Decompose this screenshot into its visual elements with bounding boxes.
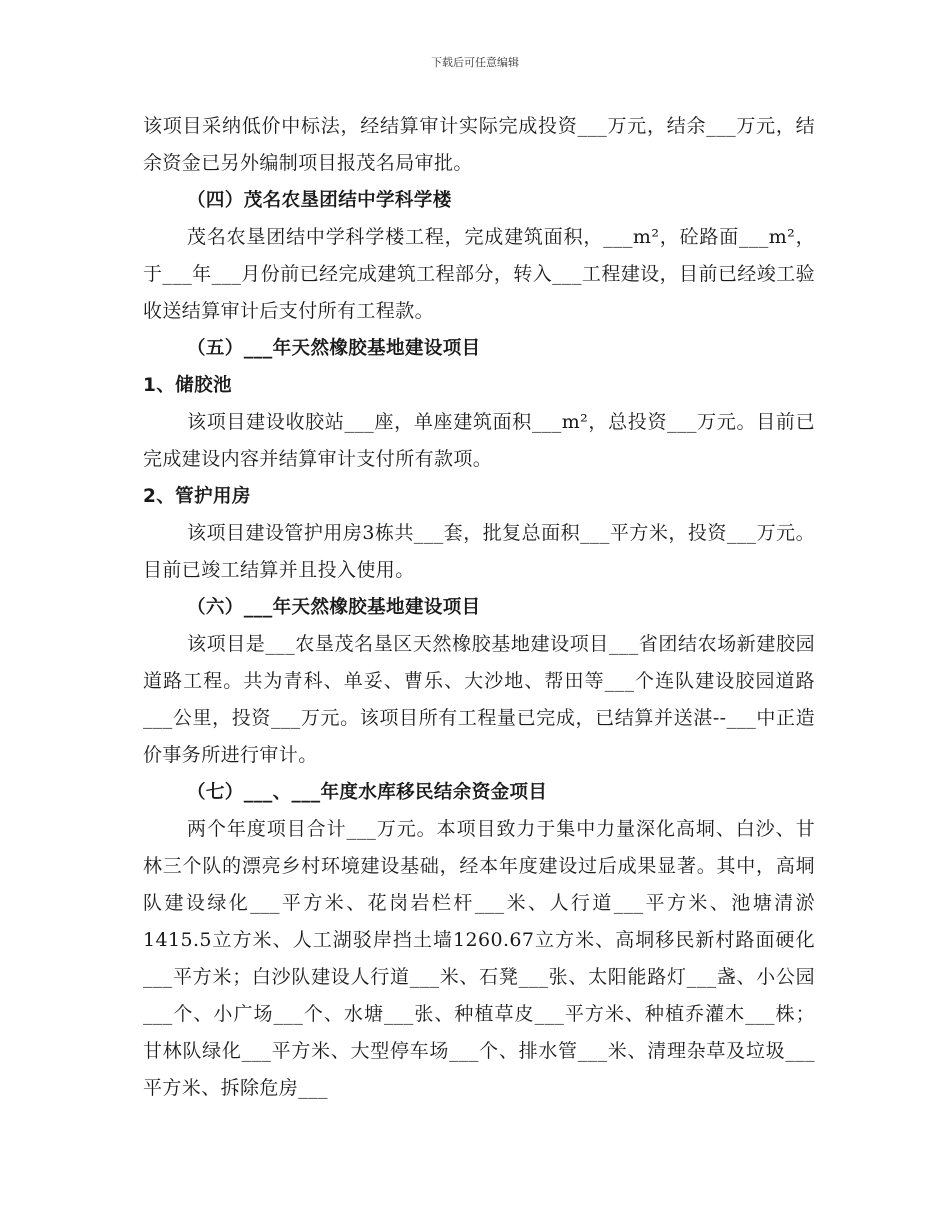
subheading-guard-housing: 2、管护用房 [143, 486, 251, 507]
paragraph-plantation-roads: 该项目是___农垦茂名垦区天然橡胶基地建设项目___省团结农场新建胶园道路工程。共为青科、单妥、曹乐、大沙地、帮田等___个连队建设胶园道路___公里，投资___万元。该项目所有工程量已完成，已结算并送湛--___中正造价事务所进行审计。 [143, 633, 815, 766]
paragraph-rubber-pool: 该项目建设收胶站___座，单座建筑面积___m²，总投资___万元。目前已完成建设内容并结算审计支付所有款项。 [143, 411, 815, 470]
section-heading-7: （七）___、___年度水库移民结余资金项目 [187, 782, 548, 803]
paragraph-guard-housing: 该项目建设管护用房3栋共___套，批复总面积___平方米，投资___万元。目前已竣工结算并且投入使用。 [143, 522, 815, 581]
section-heading-6: （六）___年天然橡胶基地建设项目 [187, 597, 481, 618]
section-heading-4: （四）茂名农垦团结中学科学楼 [187, 190, 452, 211]
subheading-rubber-pool: 1、储胶池 [143, 375, 232, 396]
section-heading-5: （五）___年天然橡胶基地建设项目 [187, 338, 481, 359]
document-body [143, 108, 815, 1107]
paragraph-reservoir-funds: 两个年度项目合计___万元。本项目致力于集中力量深化高垌、白沙、甘林三个队的漂亮乡村环境建设基础，经本年度建设过后成果显著。其中，高垌队建设绿化___平方米、花岗岩栏杆___米、人行道___平方米、池塘清淤1415.5立方米、人工湖驳岸挡土墙1260.67立方米、高垌移民新村路面硬化___平方米；白沙队建设人行道___米、石凳___张、太阳能路灯___盏、小公园___个、小广场___个、水塘___张、种植草皮___平方米、种植乔灌木___株；甘林队绿化___平方米、大型停车场___个、排水管___米、清理杂草及垃圾___平方米、拆除危房___ [143, 818, 815, 1099]
page-header: 下载后可任意编辑 [431, 56, 519, 69]
paragraph-science-building: 茂名农垦团结中学科学楼工程，完成建筑面积，___m²，砼路面___m²，于___年___月份前已经完成建筑工程部分，转入___工程建设，目前已经竣工验收送结算审计后支付所有工程款。 [143, 226, 815, 322]
paragraph-settlement: 该项目采纳低价中标法，经结算审计实际完成投资___万元，结余___万元，结余资金已另外编制项目报茂名局审批。 [143, 115, 815, 174]
